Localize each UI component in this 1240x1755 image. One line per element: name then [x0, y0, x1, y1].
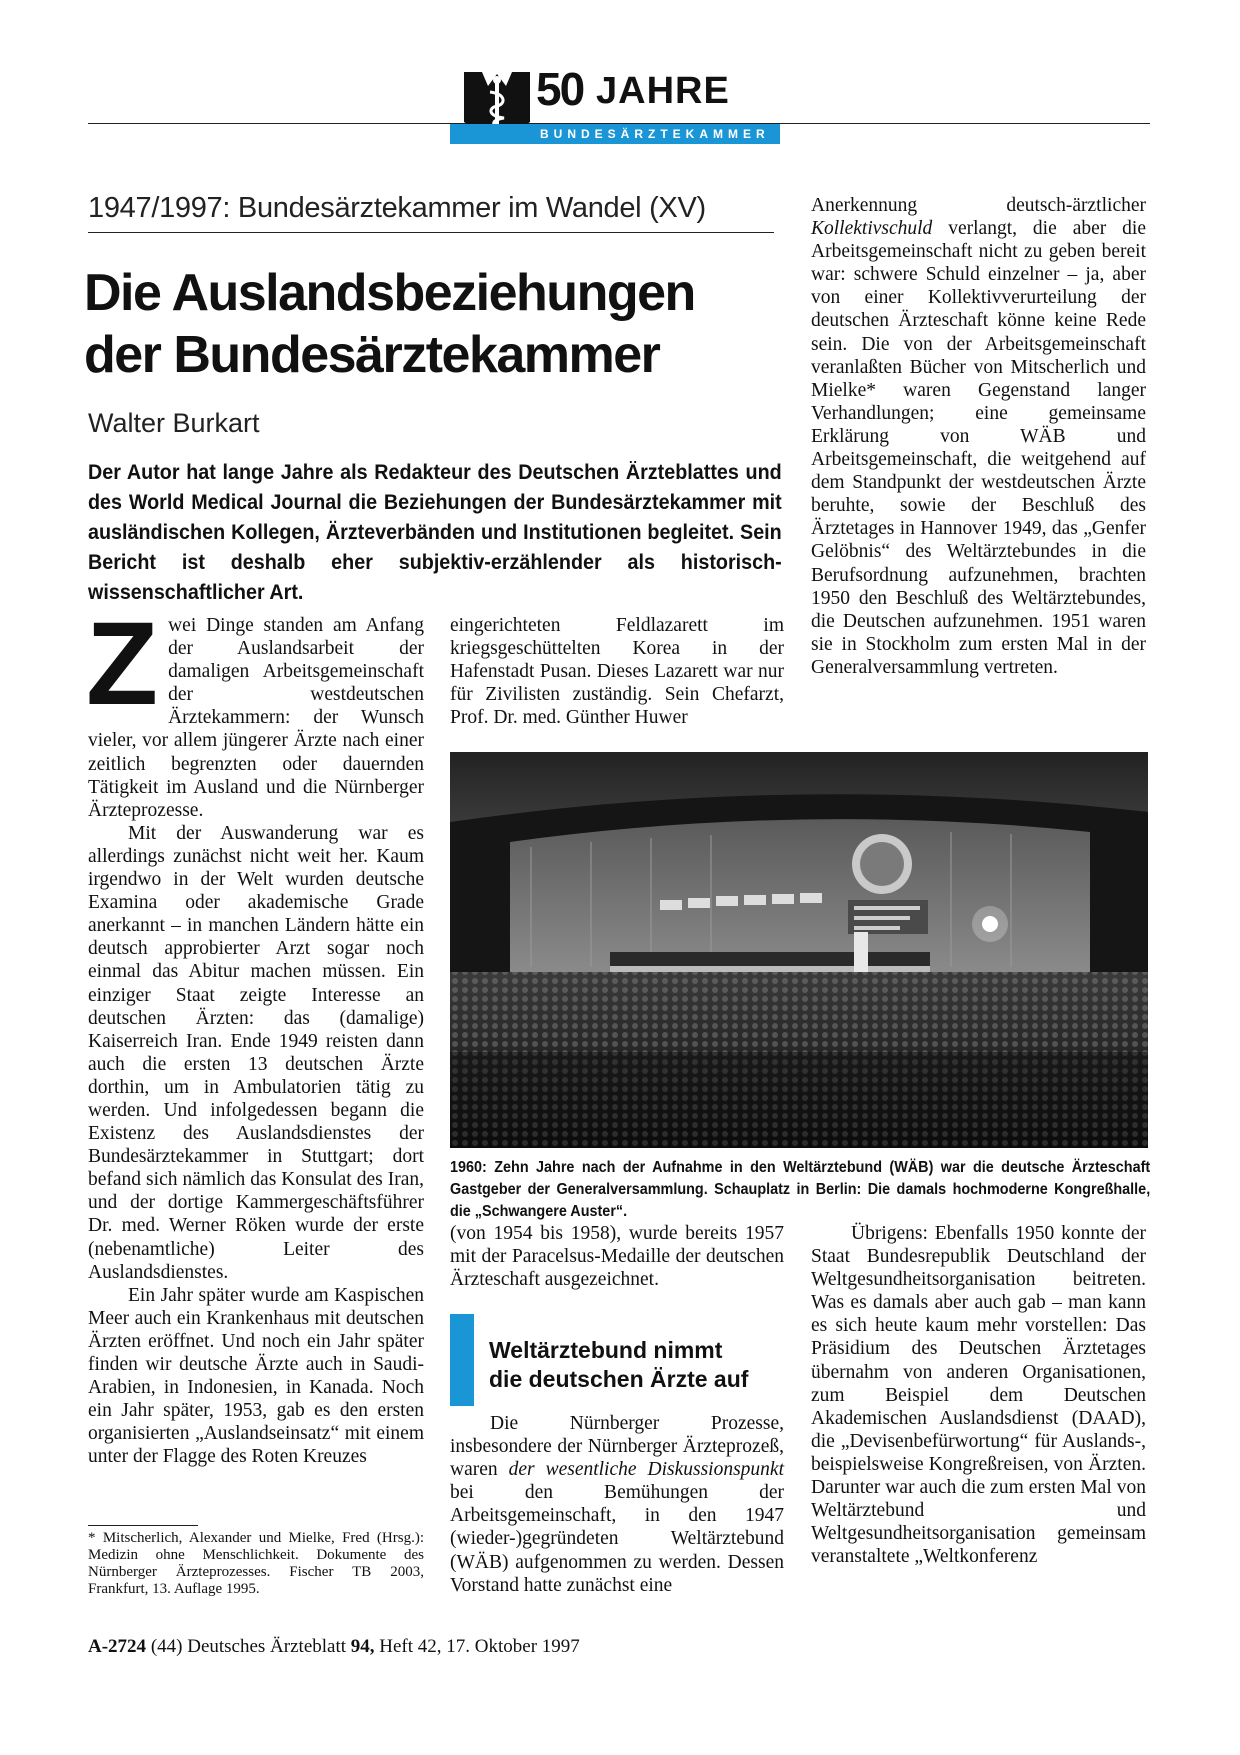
body-column-2-top: [450, 614, 784, 729]
article-title: [84, 262, 695, 386]
body-column-1: [86, 598, 424, 1468]
body-column-3-top: [811, 194, 1146, 679]
paragraph: [811, 194, 1146, 679]
footnote-rule: [88, 1525, 198, 1526]
section-subheading: [489, 1336, 789, 1394]
logo-word: JAHRE: [596, 70, 730, 112]
footnote: * Mitscherlich, Alexander und Mielke, Fred (Hrsg.): Medizin ohne Menschlichkeit. Dokumente des Nürnberger Ärzteprozesses. Fischer TB 2003, Frankfurt, 13. Auflage 1995.: [88, 1530, 424, 1597]
paragraph: Übrigens: Ebenfalls 1950 konnte der Staat Bundesrepublik Deutschland der Weltgesundheitsorganisation beitreten. Was es damals aber auch gab – man kann es sich heute kaum mehr vorstellen: Das Präsidium des Deutschen Ärztetages übernahm von anderen Organisationen, zum Beispiel dem Deutschen Akademischen Auslandsdienst (DAAD), die „Devisenbefürwortung“ für Auslands-, beispielsweise Kongreßreisen, von Ärzten. Darunter war auch die zum ersten Mal von Weltärztebund und Weltgesundheitsorganisation gemeinsam veranstaltete „Weltkonferenz: [811, 1223, 1146, 1568]
title-line-1: Die Auslandsbeziehungen: [84, 264, 695, 322]
emphasis-text: Kollektivschuld: [811, 218, 933, 240]
subheading-line-1: Weltärztebund nimmt: [489, 1337, 723, 1363]
series-title: 1947/1997: Bundesärztekammer im Wandel (XV): [88, 192, 706, 224]
body-column-2-continued: [450, 1222, 784, 1291]
issue-date: Heft 42, 17. Oktober 1997: [379, 1636, 580, 1657]
paragraph: [450, 1412, 784, 1597]
emphasis-text: der wesentliche Diskussionspunkt: [508, 1459, 784, 1481]
subheading-line-2: die deutschen Ärzte auf: [489, 1366, 749, 1392]
paragraph-text: verlangt, die aber die Arbeitsgemeinschaft nicht zu geben bereit war: schwere Schuld einzelner – ja, aber von einer Kollektivverurteilung der deutschen Ärzteschaft könne keine Rede sein. Die von der Arbeitsgemeinschaft veranlaßten Bücher von Mitscherlich und Mielke* waren Gegenstand langer Verhandlungen; eine gemeinsame Erklärung von WÄB und Arbeitsgemeinschaft, die weitgehend auf dem Standpunkt der westdeutschen Ärzte beruhte, sowie der Beschluß des Ärztetages in Hannover 1949, das „Genfer Gelöbnis“ des Weltärztebundes in die Berufsordnung aufzunehmen, brachten 1950 den Beschluß des Weltärztebundes, die Deutschen aufzunehmen. 1951 waren sie in Stockholm zum ersten Mal in der Generalversammlung vertreten.: [811, 218, 1146, 678]
drop-cap: Z: [86, 598, 159, 730]
page-code: A-2724: [88, 1636, 147, 1657]
paragraph: eingerichteten Feldlazarett im kriegsgeschüttelten Korea in der Hafenstadt Pusan. Dieses Lazarett war nur für Zivilisten zuständig. Sein Chefarzt, Prof. Dr. med. Günther Huwer: [450, 615, 784, 729]
journal-volume: 94,: [350, 1636, 375, 1657]
paragraph-text: Anerkennung deutsch-ärztlicher: [811, 195, 1146, 216]
paragraph-text: Die Nürnberger Prozesse, insbesondere der Nürnberger Ärzteprozeß, waren: [450, 1413, 784, 1481]
logo-number: 50: [536, 63, 584, 115]
paragraph: Ein Jahr später wurde am Kaspischen Meer auch ein Krankenhaus mit deutschen Ärzten eröffnet. Und noch ein Jahr später finden wir deutsche Ärzte auch in Saudi-Arabien, in Indonesien, in Kanada. Noch ein Jahr später, 1953, gab es den ersten organisierten „Auslandseinsatz“ mit einem unter der Flagge des Roten Kreuzes: [88, 1284, 424, 1468]
logo-band-text: BUNDESÄRZTEKAMMER: [540, 127, 770, 141]
paragraph: (von 1954 bis 1958), wurde bereits 1957 mit der Paracelsus-Medaille der deutschen Ärzteschaft ausgezeichnet.: [450, 1223, 784, 1291]
paragraph-text: bei den Bemühungen der Arbeitsgemeinschaft, in den 1947 (wieder-)gegründeten Weltärztebund (WÄB) aufgenommen zu werden. Dessen Vorstand hatte zunächst eine: [450, 1482, 784, 1596]
paragraph: Mit der Auswanderung war es allerdings zunächst nicht weit her. Kaum irgendwo in der Welt wurden deutsche Examina oder akademische Grade anerkannt – in manchen Ländern hätte ein deutsch approbierter Arzt sogar noch einmal das Abitur machen müssen. Ein einziger Staat zeigte Interesse an deutschen Ärzten: das (damalige) Kaiserreich Iran. Ende 1949 reisten dann auch die ersten 13 deutschen Ärzte dorthin, um in Ambulatorien tätig zu werden. Und infolgedessen begann die Existenz des Auslandsdienstes der Bundesärztekammer in Stuttgart; dort befand sich nämlich das Konsulat des Iran, und der dortige Kammergeschäftsführer Dr. med. Werner Röken wurde der erste (nebenamtliche) Leiter des Auslandsdienstes.: [88, 822, 424, 1283]
body-column-3-continued: [811, 1222, 1146, 1568]
author-name: Walter Burkart: [88, 408, 260, 438]
journal-name: Deutsches Ärzteblatt: [187, 1636, 347, 1657]
series-rule: [88, 232, 774, 233]
title-line-2: der Bundesärztekammer: [84, 326, 660, 384]
paragraph: [86, 598, 424, 822]
page-number: (44): [150, 1636, 183, 1657]
paragraph-text: wei Dinge standen am Anfang der Auslandsarbeit der damaligen Arbeitsgemeinschaft der westdeutschen Ärztekammern: der Wunsch vieler, vor allem jüngerer Ärzte nach einer zeitlich begrenzten oder dauernden Tätigkeit im Ausland und die Nürnberger Ärzteprozesse.: [88, 615, 424, 821]
photo-caption: 1960: Zehn Jahre nach der Aufnahme in den Weltärztebund (WÄB) war die deutsche Ärzteschaft Gastgeber der Generalversammlung. Schauplatz in Berlin: Die damals hochmoderne Kongreßhalle, die „Schwangere Auster“.: [450, 1159, 1151, 1220]
body-column-2-section: [450, 1412, 784, 1597]
article-abstract: Der Autor hat lange Jahre als Redakteur des Deutschen Ärzteblattes und des World Medical Journal die Beziehungen der Bundesärztekammer mit ausländischen Kollegen, Ärzteverbänden und Institutionen begleitet. Sein Bericht ist deshalb eher subjektiv-erzählender als historisch-wissenschaftlicher Art.: [88, 461, 782, 604]
subheading-accent-bar: [450, 1314, 474, 1406]
congress-hall-photo: [450, 752, 1148, 1148]
page-footer: [88, 1636, 580, 1658]
